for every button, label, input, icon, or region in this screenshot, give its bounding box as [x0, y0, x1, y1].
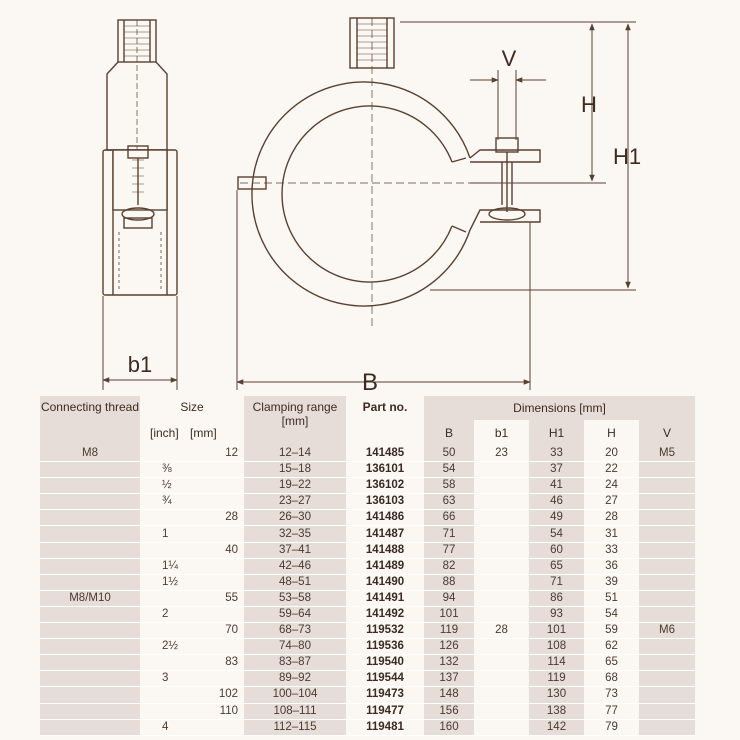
cell-range: 48–51: [244, 574, 346, 590]
cell-range: 53–58: [244, 590, 346, 606]
cell-H: 20: [605, 447, 618, 460]
cell-range: 15–18: [244, 462, 346, 478]
cell-b1: [474, 606, 529, 622]
cell-V: [639, 671, 695, 687]
cell-B: 119: [424, 623, 474, 639]
cell-mm: 102: [218, 688, 238, 701]
cell-H: 68: [605, 672, 618, 685]
cell-thread: [40, 462, 140, 478]
cell-part: 136103: [365, 495, 405, 508]
cell-part: 141487: [365, 527, 405, 540]
cell-b1: [474, 590, 529, 606]
table-row: [40, 478, 695, 494]
cell-H1: 108: [529, 639, 584, 655]
cell-inch: [140, 687, 190, 703]
cell-range: 112–115: [244, 719, 346, 735]
table-row: [40, 703, 695, 719]
cell-H: 77: [605, 704, 618, 717]
cell-H1: 37: [529, 462, 584, 478]
cell-inch: 1: [162, 527, 169, 540]
cell-mm: [190, 494, 244, 510]
cell-V: [639, 590, 695, 606]
cell-part: 136102: [365, 479, 405, 492]
cell-inch: ⅜: [162, 463, 172, 476]
cell-b1: [474, 462, 529, 478]
table-row: [40, 462, 695, 478]
cell-H: 54: [605, 607, 618, 620]
cell-B: 101: [424, 606, 474, 622]
header-size: Size: [180, 400, 204, 414]
cell-inch: [140, 623, 190, 639]
cell-range: 42–46: [244, 558, 346, 574]
cell-range: 23–27: [244, 494, 346, 510]
cell-b1: [474, 639, 529, 655]
cell-range: 108–111: [244, 703, 346, 719]
cell-B: 77: [424, 542, 474, 558]
cell-b1: [474, 671, 529, 687]
table-row: [40, 671, 695, 687]
cell-b1: [474, 687, 529, 703]
cell-thread: [40, 558, 140, 574]
cell-thread: M8/M10: [40, 590, 140, 606]
cell-part: 141490: [365, 575, 405, 588]
cell-b1: [474, 558, 529, 574]
cell-H1: 93: [529, 606, 584, 622]
cell-mm: [190, 671, 244, 687]
cell-thread: M8: [40, 446, 140, 462]
cell-mm: 83: [225, 656, 238, 669]
cell-b1: [474, 494, 529, 510]
header-clamping-range: Clamping range [mm]: [244, 396, 346, 446]
cell-inch: 2½: [162, 640, 178, 653]
cell-b1: [474, 526, 529, 542]
header-dimensions: Dimensions [mm]: [424, 396, 695, 420]
table-row: [40, 558, 695, 574]
cell-inch: ¾: [162, 495, 172, 508]
cell-inch: 1½: [162, 575, 178, 588]
cell-thread: [40, 510, 140, 526]
spec-table: [40, 396, 695, 736]
cell-B: 126: [424, 639, 474, 655]
cell-inch: [140, 703, 190, 719]
cell-part: 141485: [365, 447, 405, 460]
cell-H1: 54: [529, 526, 584, 542]
cell-inch: [140, 590, 190, 606]
cell-H: 59: [605, 624, 618, 637]
cell-V: [639, 574, 695, 590]
cell-B: 88: [424, 574, 474, 590]
h-h1-dimensions: [400, 22, 636, 290]
cell-mm: [190, 719, 244, 735]
cell-inch: 2: [162, 607, 169, 620]
cell-thread: [40, 719, 140, 735]
cell-H: 73: [605, 688, 618, 701]
cell-part: 119544: [366, 672, 404, 685]
header-H1: H1: [529, 420, 584, 446]
cell-H: 31: [605, 527, 618, 540]
cell-H: 39: [605, 575, 618, 588]
cell-thread: [40, 494, 140, 510]
header-V: V: [639, 420, 695, 446]
cell-H: 36: [605, 559, 618, 572]
cell-V: [639, 703, 695, 719]
cell-inch: 3: [162, 672, 169, 685]
cell-range: 100–104: [244, 687, 346, 703]
cell-H: 27: [605, 495, 618, 508]
cell-B: 71: [424, 526, 474, 542]
cell-V: [639, 719, 695, 735]
cell-range: 12–14: [244, 446, 346, 462]
cell-H1: 119: [529, 671, 584, 687]
cell-H1: 86: [529, 590, 584, 606]
cell-H1: 60: [529, 542, 584, 558]
cell-mm: [190, 639, 244, 655]
table-row: [40, 639, 695, 655]
cell-b1: [474, 510, 529, 526]
cell-part: 119536: [366, 640, 404, 653]
table-row: [40, 590, 695, 606]
cell-range: 19–22: [244, 478, 346, 494]
cell-thread: [40, 526, 140, 542]
cell-H1: 101: [529, 623, 584, 639]
cell-B: 156: [424, 703, 474, 719]
cell-thread: [40, 687, 140, 703]
header-H: H: [607, 426, 616, 440]
cell-H1: 46: [529, 494, 584, 510]
cell-H1: 49: [529, 510, 584, 526]
cell-thread: [40, 671, 140, 687]
cell-B: 148: [424, 687, 474, 703]
cell-B: 54: [424, 462, 474, 478]
cell-mm: 12: [225, 447, 238, 460]
cell-V: [639, 687, 695, 703]
cell-H1: 142: [529, 719, 584, 735]
cell-mm: [190, 526, 244, 542]
front-view: [238, 18, 606, 330]
cell-mm: 55: [225, 591, 238, 604]
cell-B: 82: [424, 558, 474, 574]
cell-mm: 40: [225, 543, 238, 556]
cell-inch: [140, 655, 190, 671]
cell-B: 94: [424, 590, 474, 606]
b1-label: b1: [127, 352, 153, 377]
header-inch: [inch]: [150, 426, 179, 440]
cell-V: [639, 462, 695, 478]
cell-V: [639, 542, 695, 558]
table-row: [40, 446, 695, 462]
v-dimension: [470, 70, 546, 140]
cell-thread: [40, 703, 140, 719]
cell-B: 63: [424, 494, 474, 510]
cell-part: 119540: [366, 656, 404, 669]
cell-H1: 138: [529, 703, 584, 719]
cell-range: 32–35: [244, 526, 346, 542]
cell-thread: [40, 655, 140, 671]
cell-part: 119481: [366, 720, 404, 733]
cell-b1: [474, 574, 529, 590]
cell-V: [639, 494, 695, 510]
table-row: [40, 542, 695, 558]
cell-mm: 110: [219, 704, 238, 717]
cell-range: 37–41: [244, 542, 346, 558]
cell-b1: [474, 703, 529, 719]
cell-V: [639, 655, 695, 671]
header-part-no: Part no.: [362, 400, 408, 414]
cell-B: 132: [424, 655, 474, 671]
cell-range: 68–73: [244, 623, 346, 639]
cell-B: 66: [424, 510, 474, 526]
cell-B: 50: [424, 446, 474, 462]
side-view: [103, 20, 177, 295]
cell-mm: [190, 478, 244, 494]
cell-b1: [474, 478, 529, 494]
cell-thread: [40, 478, 140, 494]
cell-inch: 4: [162, 720, 169, 733]
table-row: [40, 623, 695, 639]
cell-H1: 65: [529, 558, 584, 574]
cell-part: 141489: [365, 559, 405, 572]
cell-range: 89–92: [244, 671, 346, 687]
cell-part: 141488: [365, 543, 405, 556]
cell-H: 22: [605, 463, 618, 476]
b-label: B: [361, 369, 379, 396]
cell-H: 65: [605, 656, 618, 669]
table-row: [40, 494, 695, 510]
cell-thread: [40, 623, 140, 639]
cell-H: 33: [605, 543, 618, 556]
cell-thread: [40, 639, 140, 655]
table-row: [40, 687, 695, 703]
v-label: V: [501, 46, 517, 71]
cell-H: 79: [605, 720, 618, 733]
cell-b1: [474, 655, 529, 671]
header-b1: b1: [494, 426, 509, 440]
cell-b1: [474, 719, 529, 735]
cell-V: [639, 606, 695, 622]
header-mm: [mm]: [190, 426, 217, 440]
cell-H: 62: [605, 640, 618, 653]
cell-b1: 28: [495, 624, 508, 637]
cell-V: [639, 639, 695, 655]
cell-b1: 23: [495, 447, 508, 460]
cell-B: 58: [424, 478, 474, 494]
cell-thread: [40, 574, 140, 590]
h-label: H: [581, 92, 597, 117]
cell-H1: 33: [529, 446, 584, 462]
cell-range: 83–87: [244, 655, 346, 671]
cell-range: 59–64: [244, 606, 346, 622]
table-row: [40, 574, 695, 590]
cell-V: M6: [639, 623, 695, 639]
cell-V: [639, 510, 695, 526]
cell-mm: [190, 606, 244, 622]
table-row: [40, 526, 695, 542]
cell-H1: 71: [529, 574, 584, 590]
header-connecting-thread: Connecting thread: [40, 396, 140, 446]
cell-part: 141486: [365, 511, 405, 524]
cell-H: 24: [605, 479, 618, 492]
cell-V: M5: [639, 446, 695, 462]
cell-V: [639, 526, 695, 542]
cell-part: 141491: [365, 591, 405, 604]
header-B: B: [424, 420, 474, 446]
cell-part: 136101: [365, 463, 405, 476]
cell-part: 141492: [365, 607, 405, 620]
cell-B: 137: [424, 671, 474, 687]
cell-V: [639, 558, 695, 574]
cell-part: 119477: [366, 704, 404, 717]
table-row: [40, 510, 695, 526]
cell-inch: 1¼: [162, 559, 178, 572]
cell-H: 51: [605, 591, 618, 604]
cell-thread: [40, 606, 140, 622]
cell-b1: [474, 542, 529, 558]
table-row: [40, 655, 695, 671]
cell-B: 160: [424, 719, 474, 735]
cell-inch: [140, 446, 190, 462]
cell-range: 26–30: [244, 510, 346, 526]
cell-mm: [190, 574, 244, 590]
cell-mm: 70: [225, 624, 238, 637]
cell-H1: 130: [529, 687, 584, 703]
cell-inch: ½: [162, 479, 172, 492]
table-row: [40, 719, 695, 735]
h1-label: H1: [612, 144, 642, 169]
cell-part: 119473: [366, 688, 404, 701]
cell-range: 74–80: [244, 639, 346, 655]
table-row: [40, 606, 695, 622]
cell-H1: 41: [529, 478, 584, 494]
cell-H1: 114: [529, 655, 584, 671]
cell-mm: 28: [225, 511, 238, 524]
cell-part: 119532: [366, 624, 404, 637]
cell-V: [639, 478, 695, 494]
cell-inch: [140, 542, 190, 558]
cell-inch: [140, 510, 190, 526]
cell-H: 28: [605, 511, 618, 524]
cell-mm: [190, 462, 244, 478]
cell-mm: [190, 558, 244, 574]
cell-thread: [40, 542, 140, 558]
